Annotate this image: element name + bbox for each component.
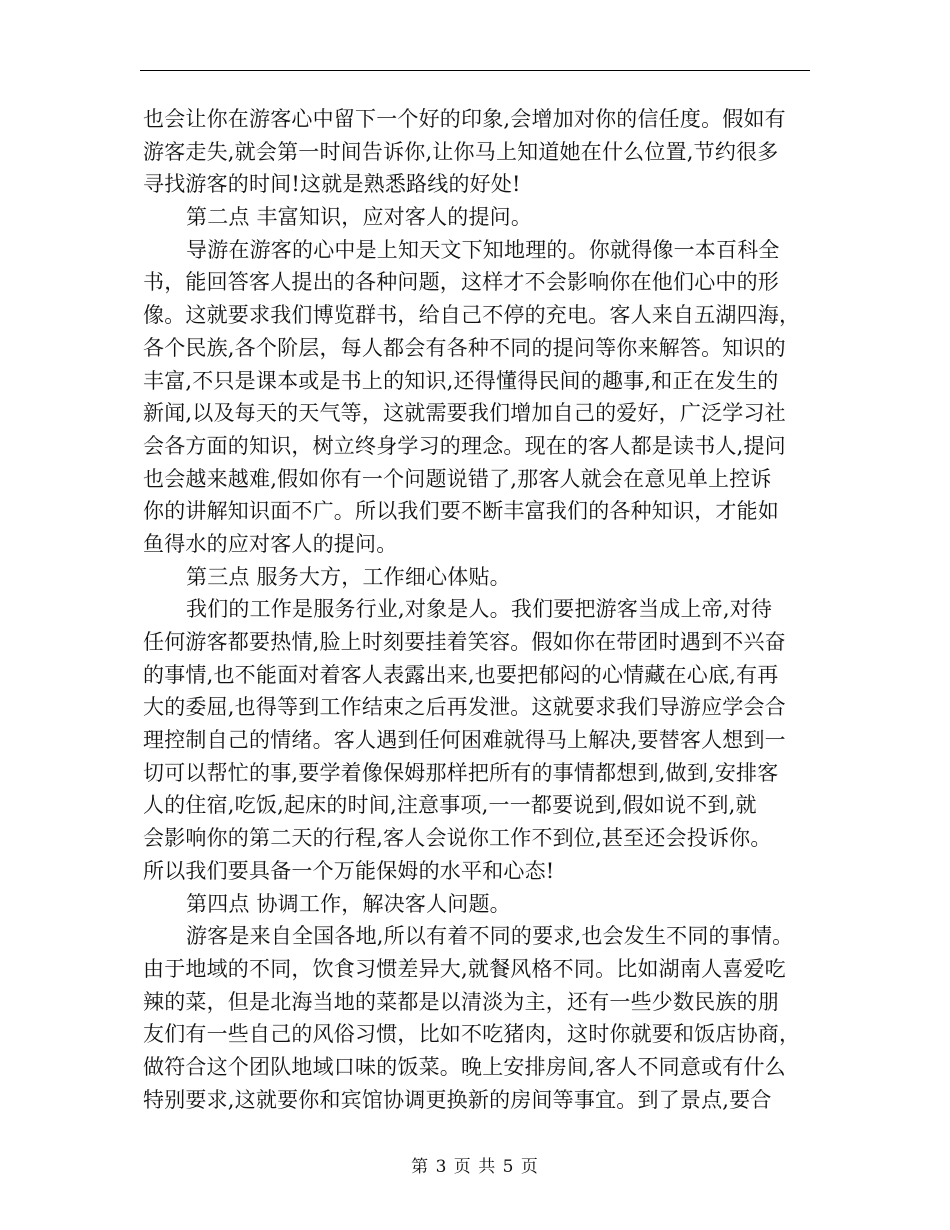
paragraph-first-line: 第二点 丰富知识，应对客人的提问。: [186, 205, 533, 230]
paragraph-line: 所以我们要具备一个万能保姆的水平和心态!: [143, 858, 555, 883]
paragraph-line: 友们有一些自己的风俗习惯，比如不吃猪肉，这时你就要和饭店协商，: [143, 1022, 801, 1047]
paragraph-line: 丰富,不只是课本或是书上的知识,还得懂得民间的趣事,和正在发生的: [143, 368, 779, 393]
paragraph-first-line: 第三点 服务大方，工作细心体贴。: [186, 564, 511, 589]
header-rule: [140, 70, 810, 71]
paragraph-line: 寻找游客的时间!这就是熟悉路线的好处!: [143, 172, 521, 197]
paragraph-line: 特别要求,这就要你和宾馆协调更换新的房间等事宜。到了景点,要合: [143, 1087, 772, 1112]
paragraph-line: 人的住宿,吃饭,起床的时间,注意事项,一一都要说到,假如说不到,就: [143, 793, 757, 818]
paragraph-first-line: 导游在游客的心中是上知天文下知地理的。你就得像一本百科全: [186, 237, 780, 262]
paragraph-line: 会各方面的知识，树立终身学习的理念。现在的客人都是读书人,提问: [143, 433, 786, 458]
paragraph-line: 也会让你在游客心中留下一个好的印象,会增加对你的信任度。假如有: [143, 107, 786, 131]
paragraph-line: 也会越来越难,假如你有一个问题说错了,那客人就会在意见单上控诉: [143, 466, 772, 491]
paragraph-first-line: 游客是来自全国各地,所以有着不同的要求,也会发生不同的事情。: [186, 924, 794, 949]
paragraph-line: 由于地域的不同，饮食习惯差异大,就餐风格不同。比如湖南人喜爱吃: [143, 956, 786, 981]
document-body: [143, 103, 811, 1116]
paragraph-line: 鱼得水的应对客人的提问。: [143, 531, 398, 556]
paragraph-line: 新闻,以及每天的天气等，这就需要我们增加自己的爱好，广泛学习社: [143, 401, 786, 426]
paragraph-first-line: 第四点 协调工作，解决客人问题。: [186, 891, 511, 916]
paragraph-line: 理控制自己的情绪。客人遇到任何困难就得马上解决,要替客人想到一: [143, 728, 786, 753]
paragraph-line: 像。这就要求我们博览群书，给自己不停的充电。客人来自五湖四海，: [143, 303, 801, 328]
paragraph-line: 书，能回答客人提出的各种问题，这样才不会影响你在他们心中的形: [143, 270, 779, 295]
paragraph-line: 游客走失,就会第一时间告诉你,让你马上知道她在什么位置,节约很多: [143, 139, 779, 164]
paragraph-line: 你的讲解知识面不广。所以我们要不断丰富我们的各种知识，才能如: [143, 499, 779, 524]
paragraph-line: 会影响你的第二天的行程,客人会说你工作不到位,甚至还会投诉你。: [143, 826, 772, 851]
paragraph-line: 的事情,也不能面对着客人表露出来,也要把郁闷的心情藏在心底,有再: [143, 662, 779, 687]
paragraph-first-line: 我们的工作是服务行业,对象是人。我们要把游客当成上帝,对待: [186, 597, 773, 622]
page-footer: 第 3 页 共 5 页: [411, 1157, 539, 1177]
paragraph-line: 辣的菜，但是北海当地的菜都是以清淡为主，还有一些少数民族的朋: [143, 989, 779, 1014]
paragraph-line: 切可以帮忙的事,要学着像保姆那样把所有的事情都想到,做到,安排客: [143, 760, 779, 785]
paragraph-line: 大的委屈,也得等到工作结束之后再发泄。这就要求我们导游应学会合: [143, 695, 786, 720]
paragraph-line: 各个民族,各个阶层，每人都会有各种不同的提问等你来解答。知识的: [143, 335, 786, 360]
paragraph-line: 做符合这个团队地域口味的饭菜。晚上安排房间,客人不同意或有什么: [143, 1054, 786, 1079]
paragraph-line: 任何游客都要热情,脸上时刻要挂着笑容。假如你在带团时遇到不兴奋: [143, 630, 786, 654]
